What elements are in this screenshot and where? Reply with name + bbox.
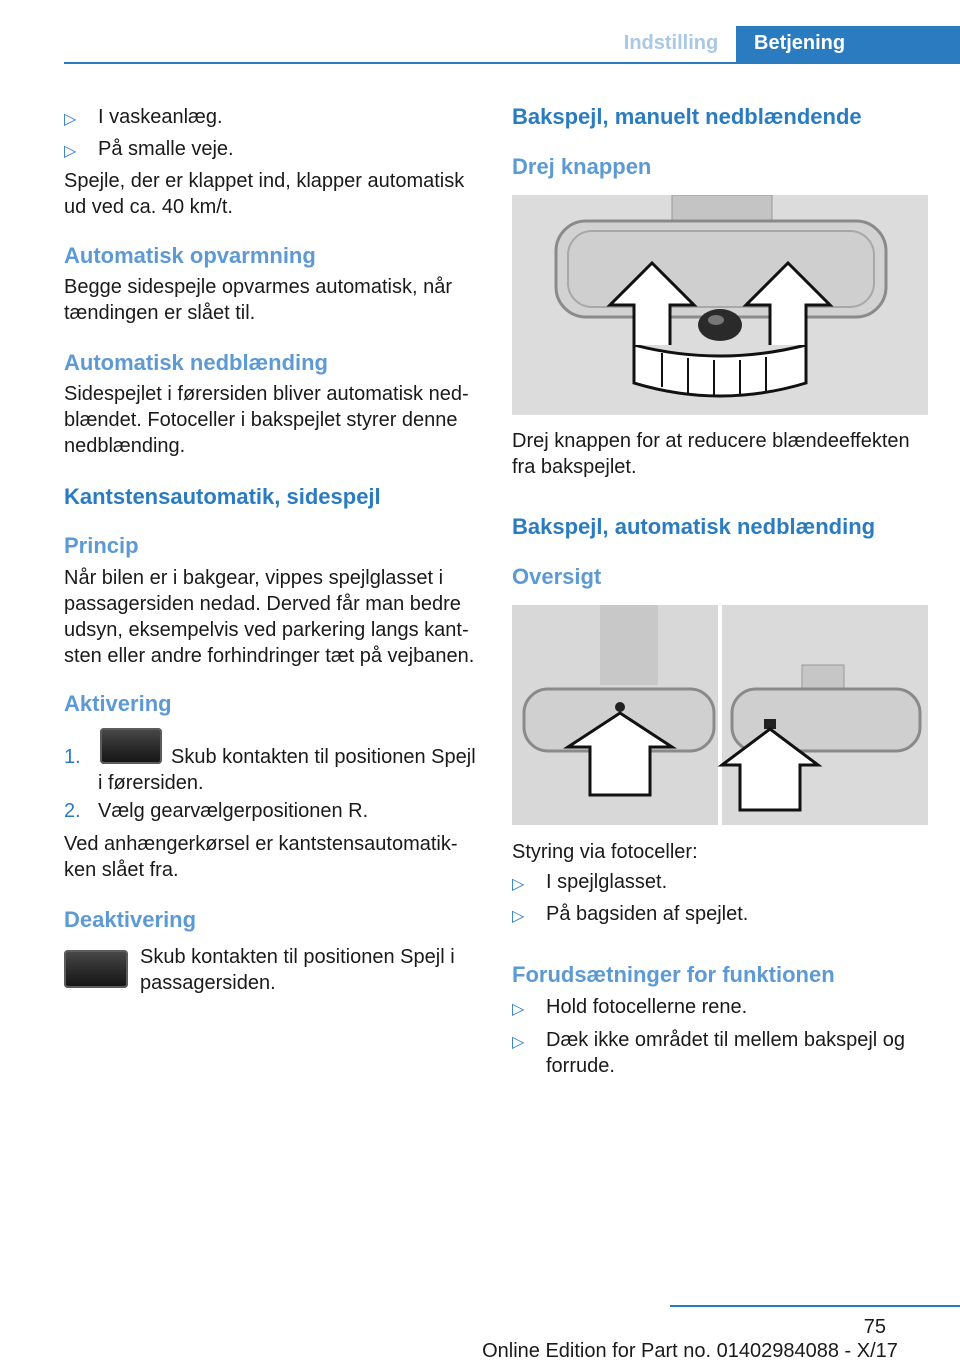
- paragraph-line: passagersiden nedad. Derved får man bedre: [64, 593, 461, 615]
- paragraph-line: ud ved ca. 40 km/t.: [64, 196, 233, 218]
- footer-edition: Online Edition for Part no. 01402984088 - X/17: [482, 1340, 898, 1362]
- paragraph-line: udsyn, eksempelvis ved parkering langs kant-: [64, 619, 469, 641]
- header-tab-betjening[interactable]: Betjening: [736, 26, 960, 62]
- header-tab-indstilling[interactable]: Indstilling: [623, 32, 719, 54]
- heading-deactivation: Deaktivering: [64, 907, 197, 932]
- paragraph-line: Begge sidespejle opvarmes automatisk, når: [64, 276, 452, 298]
- triangle-bullet-icon: ▷: [64, 111, 77, 128]
- paragraph-line: sten eller andre forhindringer tæt på vejbanen.: [64, 645, 475, 667]
- paragraph-line: Styring via fotoceller:: [512, 841, 698, 863]
- step-text: Vælg gearvælgerpositionen R.: [98, 800, 369, 822]
- triangle-bullet-icon: ▷: [512, 1034, 525, 1051]
- paragraph-line: Når bilen er i bakgear, vippes spejlglasset i: [64, 567, 444, 589]
- triangle-bullet-icon: ▷: [512, 908, 525, 925]
- bullet-item: Dæk ikke området til mellem bakspejl og: [546, 1029, 906, 1051]
- heading-activation: Aktivering: [64, 691, 172, 716]
- paragraph-line: blændet. Fotoceller i bakspejlet styrer denne: [64, 409, 458, 431]
- step-number: 2.: [64, 800, 81, 822]
- paragraph-line: passagersiden.: [140, 972, 276, 994]
- heading-manual-dimming-mirror: Bakspejl, manuelt nedblændende: [512, 104, 862, 129]
- header-rule: [64, 62, 960, 64]
- heading-auto-dimming-mirror: Bakspejl, automatisk nedblænding: [512, 514, 876, 539]
- step-text: Skub kontakten til positionen Spejl: [171, 746, 476, 768]
- page-number: 75: [863, 1316, 886, 1338]
- paragraph-line: nedblænding.: [64, 435, 186, 457]
- photo-manual-mirror-knob: [512, 195, 928, 415]
- paragraph-line: Sidespejlet i førersiden bliver automatisk ned-: [64, 383, 469, 405]
- footer-rule: [670, 1305, 960, 1307]
- triangle-bullet-icon: ▷: [64, 143, 77, 160]
- photo-auto-mirror-photocells: [512, 605, 928, 825]
- bullet-item: I vaskeanlæg.: [98, 106, 223, 128]
- triangle-bullet-icon: ▷: [512, 1001, 525, 1018]
- bullet-item: Hold fotocellerne rene.: [546, 996, 748, 1018]
- bullet-item: På smalle veje.: [98, 138, 234, 160]
- bullet-item: På bagsiden af spejlet.: [546, 903, 749, 925]
- paragraph-line: Ved anhængerkørsel er kantstensautomatik-: [64, 833, 458, 855]
- triangle-bullet-icon: ▷: [512, 876, 525, 893]
- paragraph-line: Drej knappen for at reducere blændeeffekten: [512, 430, 910, 452]
- mirror-switch-button-icon: [100, 728, 162, 764]
- paragraph-line: fra bakspejlet.: [512, 456, 637, 478]
- heading-automatic-heating: Automatisk opvarmning: [64, 243, 316, 268]
- heading-curb-automatic: Kantstensautomatik, sidespejl: [64, 484, 381, 509]
- bullet-item: I spejlglasset.: [546, 871, 668, 893]
- step-number: 1.: [64, 746, 81, 768]
- paragraph-line: Skub kontakten til positionen Spejl i: [140, 946, 455, 968]
- heading-requirements: Forudsætninger for funktionen: [512, 962, 835, 987]
- heading-automatic-dimming: Automatisk nedblænding: [64, 350, 328, 375]
- mirror-switch-button-icon: [64, 950, 128, 988]
- paragraph-line: Spejle, der er klappet ind, klapper automatisk: [64, 170, 465, 192]
- paragraph-line: tændingen er slået til.: [64, 302, 256, 324]
- heading-turn-knob: Drej knappen: [512, 154, 652, 179]
- photocell-illustration: [512, 605, 928, 825]
- heading-overview: Oversigt: [512, 564, 602, 589]
- bullet-item: forrude.: [546, 1055, 615, 1077]
- paragraph-line: ken slået fra.: [64, 859, 179, 881]
- step-text: i førersiden.: [98, 772, 204, 794]
- mirror-knob-illustration: [512, 195, 928, 415]
- heading-principle: Princip: [64, 533, 139, 558]
